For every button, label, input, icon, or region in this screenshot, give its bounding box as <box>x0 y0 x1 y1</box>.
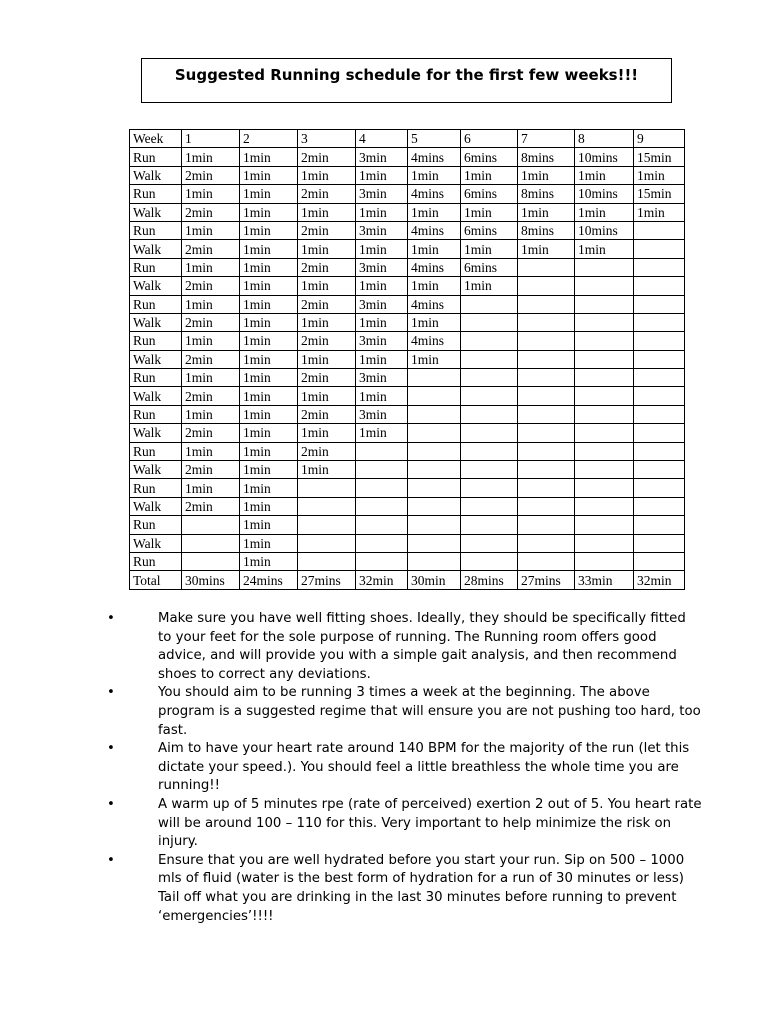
table-row <box>130 516 685 534</box>
table-cell <box>461 387 518 405</box>
row-label-cell: Walk <box>130 166 182 184</box>
table-row <box>130 442 685 460</box>
table-cell: 1min <box>461 166 518 184</box>
row-label-cell: Walk <box>130 240 182 258</box>
table-cell: 1min <box>240 534 298 552</box>
row-label-cell: Run <box>130 479 182 497</box>
table-cell: 7 <box>518 130 575 148</box>
table-row <box>130 258 685 276</box>
row-label-cell: Run <box>130 185 182 203</box>
table-cell <box>518 387 575 405</box>
table-cell: 1min <box>461 277 518 295</box>
table-cell: 1min <box>634 203 685 221</box>
table-cell <box>634 221 685 239</box>
table-cell: 4mins <box>408 295 461 313</box>
row-label-cell: Run <box>130 148 182 166</box>
table-cell <box>518 295 575 313</box>
table-cell: 2min <box>298 405 356 423</box>
row-label-cell: Run <box>130 332 182 350</box>
table-row <box>130 405 685 423</box>
table-cell: 3min <box>356 332 408 350</box>
table-cell: 15min <box>634 148 685 166</box>
table-cell: 2min <box>182 240 240 258</box>
bullet-icon: • <box>107 796 115 812</box>
row-label-cell: Run <box>130 405 182 423</box>
table-cell: 4mins <box>408 185 461 203</box>
table-cell: 1min <box>408 277 461 295</box>
table-cell: 1min <box>182 295 240 313</box>
table-cell <box>461 424 518 442</box>
table-cell: 1min <box>298 166 356 184</box>
table-cell: 1min <box>518 240 575 258</box>
table-cell: 1min <box>182 332 240 350</box>
table-row <box>130 185 685 203</box>
table-cell: 1min <box>240 552 298 570</box>
table-cell: 1min <box>298 203 356 221</box>
table-cell <box>461 369 518 387</box>
table-cell: 3min <box>356 405 408 423</box>
table-cell: 1min <box>298 350 356 368</box>
table-cell <box>575 295 634 313</box>
table-cell <box>408 479 461 497</box>
row-label-cell: Walk <box>130 497 182 515</box>
row-label-cell: Walk <box>130 313 182 331</box>
table-cell: 1min <box>408 350 461 368</box>
table-cell <box>356 534 408 552</box>
table-cell: 33min <box>575 571 634 589</box>
table-row <box>130 461 685 479</box>
table-cell <box>518 534 575 552</box>
table-cell: 1min <box>356 387 408 405</box>
tip-text: You should aim to be running 3 times a week at the beginning. The above program is a suggested regime that will ensure you are not pushing too hard, too fast. <box>158 685 701 738</box>
table-cell: 1min <box>356 350 408 368</box>
table-cell: 1min <box>298 313 356 331</box>
table-cell: 2min <box>298 185 356 203</box>
table-cell: 27mins <box>518 571 575 589</box>
table-cell <box>575 277 634 295</box>
table-cell <box>408 405 461 423</box>
table-cell <box>408 461 461 479</box>
table-cell: 2min <box>182 497 240 515</box>
table-cell: 8 <box>575 130 634 148</box>
table-cell <box>634 387 685 405</box>
bullet-icon: • <box>107 852 115 868</box>
table-cell <box>518 405 575 423</box>
row-label-cell: Walk <box>130 350 182 368</box>
table-cell <box>461 552 518 570</box>
table-cell: 1min <box>575 203 634 221</box>
table-cell: 8mins <box>518 221 575 239</box>
table-cell <box>182 552 240 570</box>
table-cell <box>408 516 461 534</box>
table-cell <box>461 313 518 331</box>
running-schedule-table <box>129 129 685 590</box>
table-cell <box>575 424 634 442</box>
table-cell <box>518 424 575 442</box>
table-cell <box>182 534 240 552</box>
table-cell: 6 <box>461 130 518 148</box>
table-cell <box>634 552 685 570</box>
table-cell: 1min <box>240 258 298 276</box>
table-header-row <box>130 130 685 148</box>
table-cell <box>356 552 408 570</box>
table-cell: 1min <box>240 240 298 258</box>
table-cell: 1min <box>408 313 461 331</box>
table-cell <box>575 497 634 515</box>
table-cell: 1min <box>518 203 575 221</box>
table-cell <box>461 461 518 479</box>
table-row <box>130 387 685 405</box>
table-row <box>130 277 685 295</box>
row-label-cell: Walk <box>130 534 182 552</box>
table-cell: 1min <box>240 479 298 497</box>
table-cell <box>356 479 408 497</box>
table-cell <box>356 516 408 534</box>
table-cell: 10mins <box>575 185 634 203</box>
table-cell <box>575 405 634 423</box>
table-row <box>130 497 685 515</box>
table-cell: 1min <box>408 166 461 184</box>
table-cell <box>634 313 685 331</box>
table-cell <box>634 240 685 258</box>
table-cell <box>518 442 575 460</box>
table-cell <box>634 479 685 497</box>
table-cell: 2min <box>298 442 356 460</box>
table-cell: 1min <box>240 405 298 423</box>
table-cell <box>634 258 685 276</box>
tip-item <box>102 796 702 852</box>
table-cell: 4mins <box>408 221 461 239</box>
table-cell: 4mins <box>408 148 461 166</box>
row-label-cell: Run <box>130 369 182 387</box>
table-cell <box>575 534 634 552</box>
table-row <box>130 313 685 331</box>
table-cell: 2min <box>298 295 356 313</box>
table-cell: 1min <box>408 203 461 221</box>
table-row <box>130 350 685 368</box>
table-cell <box>408 387 461 405</box>
row-label-cell: Run <box>130 221 182 239</box>
table-cell <box>575 313 634 331</box>
table-cell <box>518 350 575 368</box>
table-cell <box>575 442 634 460</box>
table-cell: 1min <box>182 405 240 423</box>
table-cell <box>356 442 408 460</box>
table-cell <box>461 442 518 460</box>
table-row <box>130 424 685 442</box>
table-cell <box>575 387 634 405</box>
table-cell <box>575 479 634 497</box>
row-label-cell: Walk <box>130 461 182 479</box>
table-cell: 4mins <box>408 332 461 350</box>
table-cell <box>575 461 634 479</box>
table-cell: 1min <box>298 387 356 405</box>
tip-item <box>102 740 702 796</box>
table-cell: 1 <box>182 130 240 148</box>
table-cell: 1min <box>356 240 408 258</box>
table-cell: 1min <box>575 166 634 184</box>
table-cell <box>408 497 461 515</box>
table-cell <box>634 424 685 442</box>
table-row <box>130 552 685 570</box>
table-cell: 1min <box>182 258 240 276</box>
table-cell <box>634 442 685 460</box>
table-cell <box>575 369 634 387</box>
table-cell: 3min <box>356 148 408 166</box>
table-cell: 1min <box>240 148 298 166</box>
table-cell: 1min <box>356 203 408 221</box>
table-cell: 2min <box>298 148 356 166</box>
table-cell: 2min <box>298 369 356 387</box>
table-cell: 27mins <box>298 571 356 589</box>
table-cell: 1min <box>461 240 518 258</box>
table-cell: 1min <box>240 516 298 534</box>
table-cell: 3min <box>356 185 408 203</box>
table-cell: 1min <box>240 332 298 350</box>
table-cell: 2min <box>182 350 240 368</box>
table-cell <box>461 332 518 350</box>
row-label-cell: Walk <box>130 387 182 405</box>
table-cell: 32min <box>356 571 408 589</box>
table-cell: 8mins <box>518 185 575 203</box>
table-cell <box>461 350 518 368</box>
table-cell: 30mins <box>182 571 240 589</box>
table-cell: 1min <box>240 277 298 295</box>
table-cell <box>634 350 685 368</box>
table-row <box>130 369 685 387</box>
table-cell <box>408 424 461 442</box>
table-cell <box>634 497 685 515</box>
table-cell <box>461 295 518 313</box>
table-row <box>130 240 685 258</box>
table-cell: 1min <box>240 461 298 479</box>
table-cell <box>634 405 685 423</box>
table-cell: 2min <box>182 166 240 184</box>
table-cell: 1min <box>408 240 461 258</box>
table-cell <box>634 516 685 534</box>
table-cell <box>634 534 685 552</box>
table-cell <box>356 461 408 479</box>
table-cell: 1min <box>182 442 240 460</box>
table-cell: 6mins <box>461 221 518 239</box>
table-row <box>130 203 685 221</box>
table-cell <box>518 277 575 295</box>
table-cell: 1min <box>298 461 356 479</box>
table-cell <box>634 277 685 295</box>
table-cell: 3 <box>298 130 356 148</box>
table-cell <box>575 552 634 570</box>
bullet-icon: • <box>107 685 115 701</box>
table-cell <box>575 516 634 534</box>
table-row <box>130 534 685 552</box>
row-label-cell: Run <box>130 295 182 313</box>
table-cell: 2min <box>182 277 240 295</box>
table-cell: 1min <box>240 350 298 368</box>
tip-item <box>102 684 702 740</box>
table-cell: 1min <box>240 166 298 184</box>
table-cell <box>518 497 575 515</box>
table-row <box>130 332 685 350</box>
table-cell: 1min <box>182 185 240 203</box>
table-cell <box>356 497 408 515</box>
table-cell: 2min <box>182 387 240 405</box>
table-cell: 2min <box>182 313 240 331</box>
table-cell <box>575 258 634 276</box>
table-cell <box>461 479 518 497</box>
table-cell <box>298 497 356 515</box>
table-cell <box>518 516 575 534</box>
table-cell <box>518 369 575 387</box>
table-cell: 4mins <box>408 258 461 276</box>
row-label-cell: Week <box>130 130 182 148</box>
table-cell: 1min <box>240 424 298 442</box>
table-cell: 5 <box>408 130 461 148</box>
table-cell: 1min <box>575 240 634 258</box>
table-cell <box>575 350 634 368</box>
table-cell: 1min <box>298 277 356 295</box>
table-cell <box>575 332 634 350</box>
row-label-cell: Run <box>130 552 182 570</box>
bullet-icon: • <box>107 611 115 626</box>
table-total-row <box>130 571 685 589</box>
table-cell: 2min <box>298 258 356 276</box>
table-cell <box>298 516 356 534</box>
table-cell: 2min <box>298 221 356 239</box>
tip-text: Ensure that you are well hydrated before you start your run. Sip on 500 – 1000 mls of fluid (water is the best form of hydration for a run of 30 minutes or less) Tail off what you are drinking in the last 30 minutes before running to prevent ‘emergencies’!!!! <box>158 852 685 924</box>
table-cell <box>518 552 575 570</box>
table-cell <box>518 332 575 350</box>
row-label-cell: Total <box>130 571 182 589</box>
table-cell <box>518 258 575 276</box>
bullet-icon: • <box>107 741 115 757</box>
tip-item <box>102 852 702 926</box>
table-cell: 1min <box>240 221 298 239</box>
table-cell: 2min <box>182 424 240 442</box>
table-cell: 1min <box>240 185 298 203</box>
table-cell: 28mins <box>461 571 518 589</box>
table-cell: 1min <box>461 203 518 221</box>
table-row <box>130 479 685 497</box>
table-cell: 10mins <box>575 221 634 239</box>
table-cell: 1min <box>240 369 298 387</box>
table-cell: 1min <box>240 442 298 460</box>
row-label-cell: Walk <box>130 203 182 221</box>
table-cell <box>518 461 575 479</box>
table-cell: 4 <box>356 130 408 148</box>
row-label-cell: Walk <box>130 424 182 442</box>
table-cell: 10mins <box>575 148 634 166</box>
table-cell: 1min <box>356 277 408 295</box>
table-cell: 3min <box>356 369 408 387</box>
table-cell <box>298 534 356 552</box>
table-cell: 1min <box>182 479 240 497</box>
table-cell <box>408 534 461 552</box>
table-cell: 1min <box>240 313 298 331</box>
table-cell: 1min <box>240 497 298 515</box>
table-cell: 6mins <box>461 148 518 166</box>
table-cell <box>518 479 575 497</box>
tip-text: Make sure you have well fitting shoes. Ideally, they should be specifically fitted to your feet for the sole purpose of running. The Running room offers good advice, and will provide you with a simple gait analysis, and then recommend shoes to correct any deviations. <box>158 611 686 682</box>
table-cell <box>298 479 356 497</box>
table-cell <box>634 369 685 387</box>
table-cell: 1min <box>182 221 240 239</box>
row-label-cell: Run <box>130 516 182 534</box>
table-cell: 1min <box>634 166 685 184</box>
table-row <box>130 295 685 313</box>
table-cell: 24mins <box>240 571 298 589</box>
table-cell: 15min <box>634 185 685 203</box>
table-cell: 1min <box>356 424 408 442</box>
table-cell: 1min <box>298 240 356 258</box>
table-cell: 1min <box>518 166 575 184</box>
page-title: Suggested Running schedule for the first few weeks!!! <box>141 58 672 103</box>
table-cell <box>634 295 685 313</box>
table-cell: 3min <box>356 295 408 313</box>
table-cell <box>298 552 356 570</box>
table-cell: 1min <box>240 295 298 313</box>
table-cell <box>408 442 461 460</box>
table-cell: 2min <box>298 332 356 350</box>
table-cell: 1min <box>240 203 298 221</box>
table-cell <box>461 405 518 423</box>
row-label-cell: Run <box>130 258 182 276</box>
table-cell <box>408 552 461 570</box>
table-cell: 32min <box>634 571 685 589</box>
table-cell: 1min <box>298 424 356 442</box>
table-cell: 3min <box>356 258 408 276</box>
table-cell: 1min <box>182 369 240 387</box>
table-cell: 3min <box>356 221 408 239</box>
tips-list <box>102 610 702 926</box>
table-cell <box>461 497 518 515</box>
table-row <box>130 166 685 184</box>
table-row <box>130 148 685 166</box>
table-cell: 2 <box>240 130 298 148</box>
table-cell <box>182 516 240 534</box>
row-label-cell: Walk <box>130 277 182 295</box>
table-cell <box>634 461 685 479</box>
table-cell: 8mins <box>518 148 575 166</box>
table-cell: 9 <box>634 130 685 148</box>
table-cell: 1min <box>240 387 298 405</box>
table-cell <box>518 313 575 331</box>
table-cell <box>634 332 685 350</box>
table-cell: 1min <box>356 313 408 331</box>
table-cell: 2min <box>182 203 240 221</box>
tip-text: A warm up of 5 minutes rpe (rate of perceived) exertion 2 out of 5. You heart rate will be around 100 – 110 for this. Very important to help minimize the risk on injury. <box>158 796 702 850</box>
table-cell <box>461 534 518 552</box>
table-cell <box>461 516 518 534</box>
row-label-cell: Run <box>130 442 182 460</box>
table-cell: 6mins <box>461 185 518 203</box>
table-cell: 6mins <box>461 258 518 276</box>
tip-item <box>102 610 702 684</box>
table-cell: 30min <box>408 571 461 589</box>
table-row <box>130 221 685 239</box>
table-cell <box>408 369 461 387</box>
tip-text: Aim to have your heart rate around 140 BPM for the majority of the run (let this dictate your speed.). You should feel a little breathless the whole time you are running!! <box>158 741 690 794</box>
table-cell: 1min <box>356 166 408 184</box>
table-cell: 1min <box>182 148 240 166</box>
table-cell: 2min <box>182 461 240 479</box>
